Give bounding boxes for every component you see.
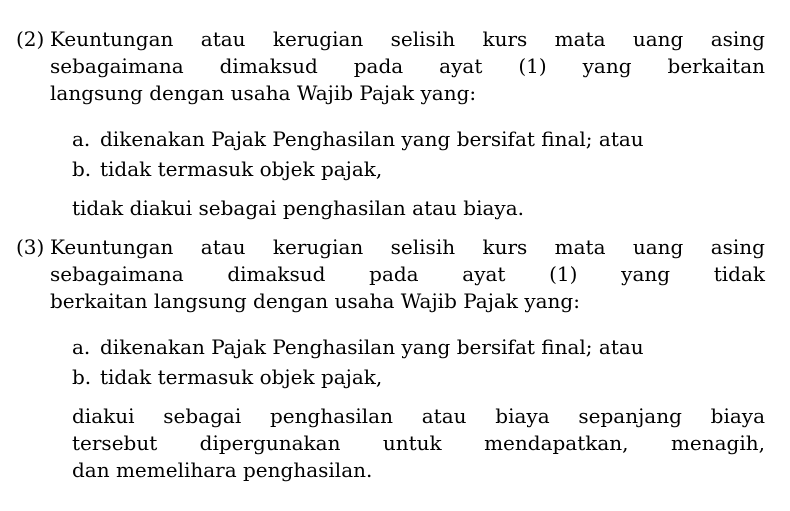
clause-3-number: (3)	[16, 235, 45, 259]
item-text: tidak termasuk objek pajak,	[100, 365, 383, 389]
clause-3	[16, 234, 765, 484]
clause-2-intro	[50, 26, 765, 107]
item-text: dikenakan Pajak Penghasilan yang bersifat final; atau	[100, 335, 644, 359]
list-item-b	[72, 156, 765, 183]
item-text: tidak termasuk objek pajak,	[100, 157, 383, 181]
clause-3-closing	[72, 403, 765, 484]
clause-3-body	[50, 234, 765, 484]
list-item-a	[72, 334, 765, 361]
item-marker: a.	[72, 127, 91, 151]
clause-2-body	[50, 26, 765, 222]
clause-2	[16, 26, 765, 222]
text-line: Keuntungan atau kerugian selisih kurs mata uang asing	[50, 27, 765, 51]
item-marker: a.	[72, 335, 91, 359]
item-marker: b.	[72, 157, 92, 181]
text-line: sebagaimana dimaksud pada ayat (1) yang berkaitan	[50, 54, 765, 78]
clause-2-closing	[72, 195, 765, 222]
text-line: Keuntungan atau kerugian selisih kurs mata uang asing	[50, 235, 765, 259]
clause-2-items	[72, 126, 765, 183]
text-line: tidak diakui sebagai penghasilan atau biaya.	[72, 196, 524, 220]
text-line: berkaitan langsung dengan usaha Wajib Pajak yang:	[50, 289, 580, 313]
text-line: dan memelihara penghasilan.	[72, 458, 373, 482]
text-line: langsung dengan usaha Wajib Pajak yang:	[50, 81, 477, 105]
item-marker: b.	[72, 365, 92, 389]
item-text: dikenakan Pajak Penghasilan yang bersifat final; atau	[100, 127, 644, 151]
clause-3-intro	[50, 234, 765, 315]
text-line: tersebut dipergunakan untuk mendapatkan, menagih,	[72, 431, 765, 455]
list-item-a	[72, 126, 765, 153]
text-line: diakui sebagai penghasilan atau biaya sepanjang biaya	[72, 404, 765, 428]
clause-2-number: (2)	[16, 27, 45, 51]
text-line: sebagaimana dimaksud pada ayat (1) yang tidak	[50, 262, 765, 286]
clause-3-items	[72, 334, 765, 391]
list-item-b	[72, 364, 765, 391]
